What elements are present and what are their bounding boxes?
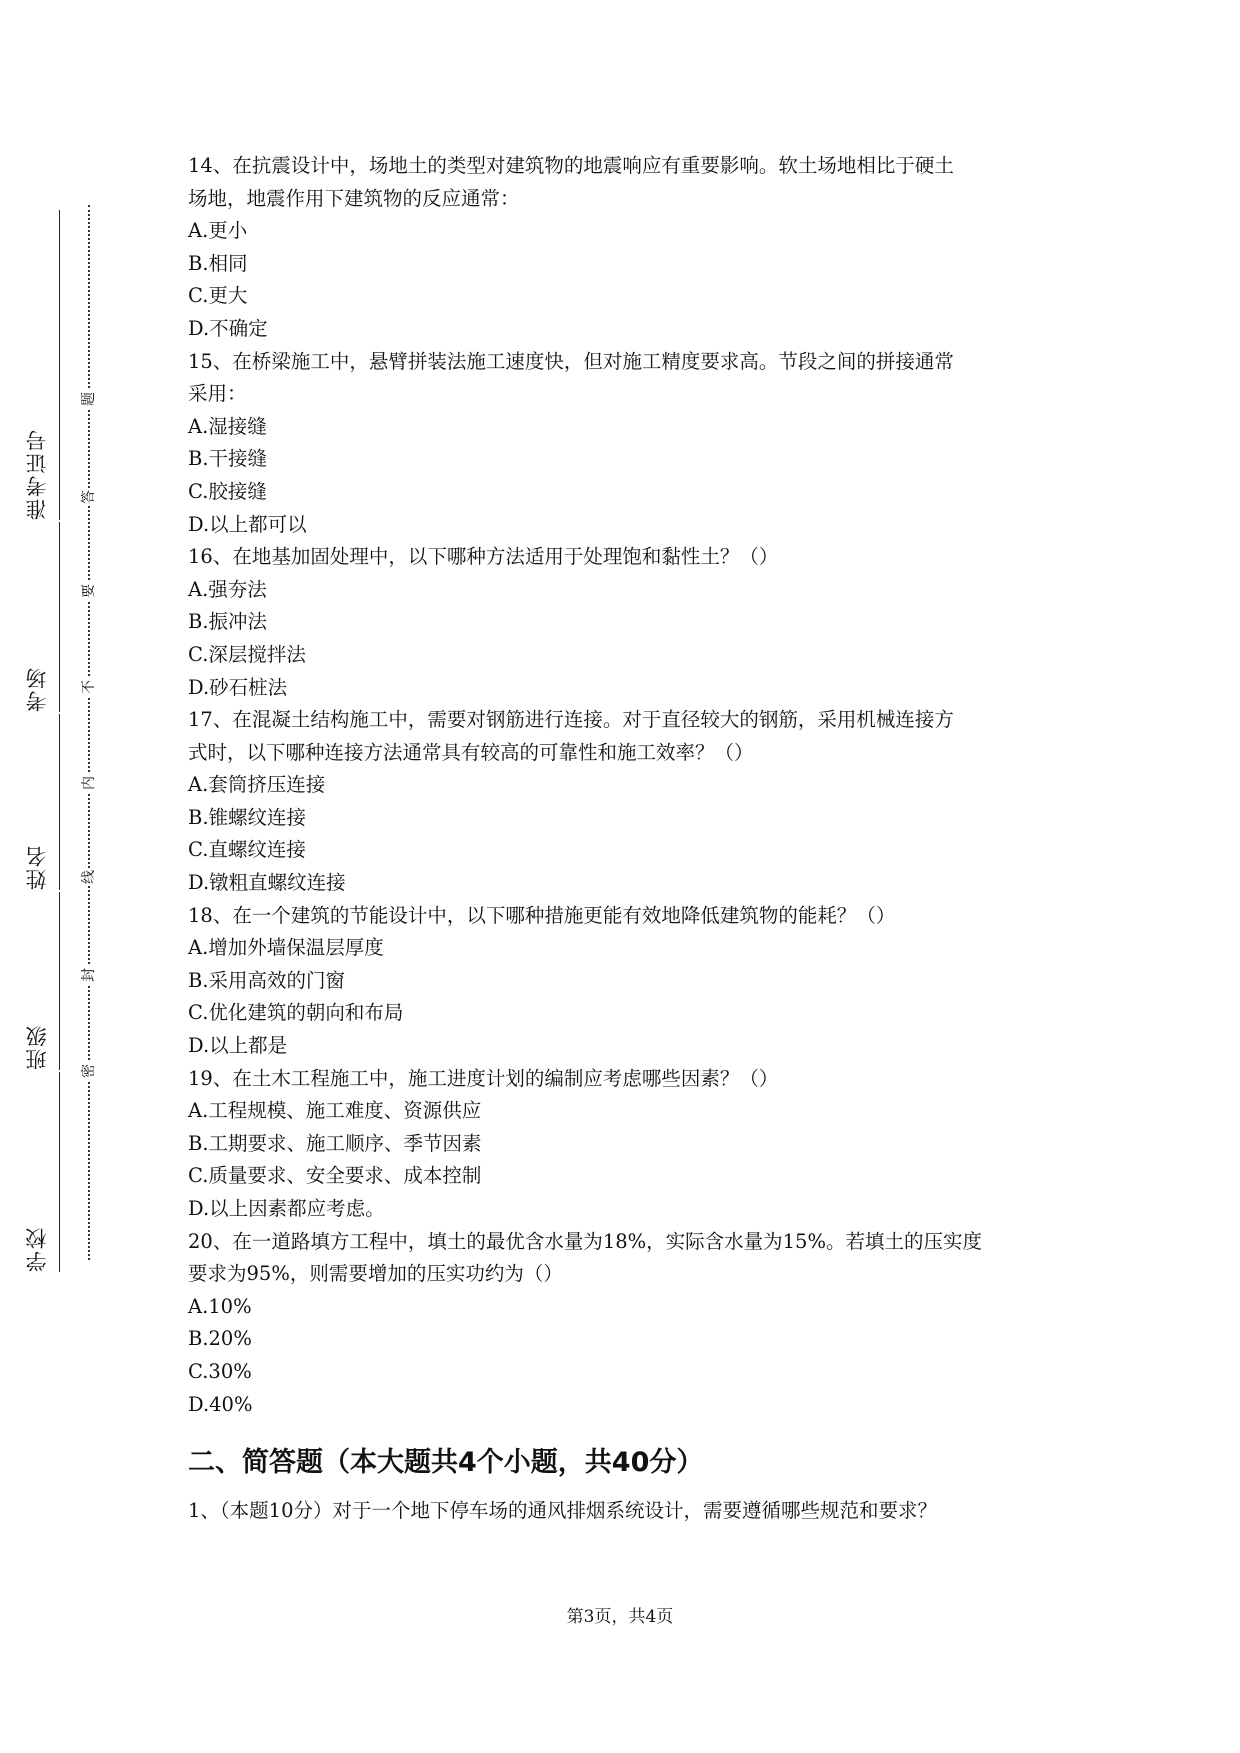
question-text: 场地，地震作用下建筑物的反应通常：: [188, 186, 520, 210]
option-a: A.工程规模、施工难度、资源供应: [188, 1099, 482, 1123]
exam-room-blank[interactable]: [59, 522, 60, 712]
option-d: D.砂石桩法: [188, 675, 288, 699]
option-d: D.以上因素都应考虑。: [188, 1197, 385, 1220]
seal-char: 内: [78, 774, 100, 792]
option-d: D.镦粗直螺纹连接: [188, 871, 346, 895]
option-d: D.40%: [188, 1392, 253, 1416]
question-text: 要求为95%，则需要增加的压实功约为（）: [188, 1262, 563, 1286]
exam-room-field[interactable]: [22, 522, 56, 712]
seal-char: 要: [78, 582, 100, 600]
class-blank[interactable]: [59, 892, 60, 1070]
question-text: 19、在土木工程施工中，施工进度计划的编制应考虑哪些因素？（）: [188, 1066, 779, 1090]
school-blank[interactable]: [59, 1072, 60, 1272]
name-blank[interactable]: [59, 714, 60, 890]
class-field[interactable]: [22, 892, 56, 1070]
seal-char: 不: [78, 678, 100, 696]
name-label: 姓名: [25, 844, 49, 890]
option-c: C.更大: [188, 284, 248, 308]
binding-margin: [0, 0, 120, 1753]
page-footer: 第3页，共4页: [566, 1607, 674, 1627]
section-title: 二、简答题（本大题共4个小题，共40分）: [188, 1447, 704, 1478]
option-a: A.套筒挤压连接: [188, 773, 326, 797]
option-b: B.工期要求、施工顺序、季节因素: [188, 1131, 482, 1155]
option-c: C.深层搅拌法: [188, 642, 306, 666]
school-label: 学校: [25, 1226, 49, 1272]
question-text: 18、在一个建筑的节能设计中，以下哪种措施更能有效地降低建筑物的能耗？（）: [188, 903, 896, 927]
option-c: C.质量要求、安全要求、成本控制: [188, 1164, 482, 1188]
option-a: A.更小: [188, 219, 248, 243]
question-list: [188, 150, 1068, 1421]
question-text: 14、在抗震设计中，场地土的类型对建筑物的地震响应有重要影响。软土场地相比于硬土: [188, 154, 954, 177]
option-a: A.10%: [188, 1294, 252, 1318]
school-field[interactable]: [22, 1072, 56, 1272]
question-text: 17、在混凝土结构施工中，需要对钢筋进行连接。对于直径较大的钢筋，采用机械连接方: [188, 708, 954, 732]
option-c: C.30%: [188, 1359, 252, 1383]
option-c: C.优化建筑的朝向和布局: [188, 1001, 404, 1025]
question-text: 20、在一道路填方工程中，填土的最优含水量为18%，实际含水量为15%。若填土的压实度: [188, 1229, 982, 1253]
class-label: 班级: [25, 1024, 49, 1070]
option-b: B.采用高效的门窗: [188, 968, 346, 992]
option-d: D.以上都是: [188, 1034, 288, 1058]
seal-line: [88, 205, 90, 1260]
option-c: C.直螺纹连接: [188, 838, 306, 862]
option-a: A.湿接缝: [188, 414, 267, 438]
option-d: D.不确定: [188, 316, 268, 340]
seal-char: 答: [78, 488, 100, 506]
option-a: A.增加外墙保温层厚度: [188, 936, 384, 960]
exam-room-label: 考场: [25, 666, 49, 712]
exam-number-field[interactable]: [22, 210, 56, 520]
option-b: B.干接缝: [188, 447, 268, 471]
exam-number-blank[interactable]: [59, 210, 60, 520]
short-answer-question: 1、（本题10分）对于一个地下停车场的通风排烟系统设计，需要遵循哪些规范和要求？: [188, 1499, 937, 1522]
option-b: B.相同: [188, 251, 248, 275]
seal-char: 密: [78, 1062, 100, 1080]
name-field[interactable]: [22, 714, 56, 890]
exam-number-label: 准考证号: [25, 428, 49, 520]
seal-char: 线: [78, 868, 100, 886]
seal-char: 题: [78, 390, 100, 408]
option-d: D.以上都可以: [188, 512, 307, 536]
option-b: B.20%: [188, 1327, 252, 1351]
question-text: 16、在地基加固处理中，以下哪种方法适用于处理饱和黏性土？（）: [188, 545, 779, 569]
seal-char: 封: [78, 966, 100, 984]
question-text: 式时，以下哪种连接方法通常具有较高的可靠性和施工效率？（）: [188, 740, 754, 764]
option-c: C.胶接缝: [188, 479, 267, 503]
option-b: B.锥螺纹连接: [188, 805, 307, 829]
option-b: B.振冲法: [188, 610, 268, 634]
option-a: A.强夯法: [188, 577, 267, 601]
question-text: 15、在桥梁施工中，悬臂拼装法施工速度快，但对施工精度要求高。节段之间的拼接通常: [188, 349, 954, 373]
question-text: 采用：: [188, 382, 247, 406]
